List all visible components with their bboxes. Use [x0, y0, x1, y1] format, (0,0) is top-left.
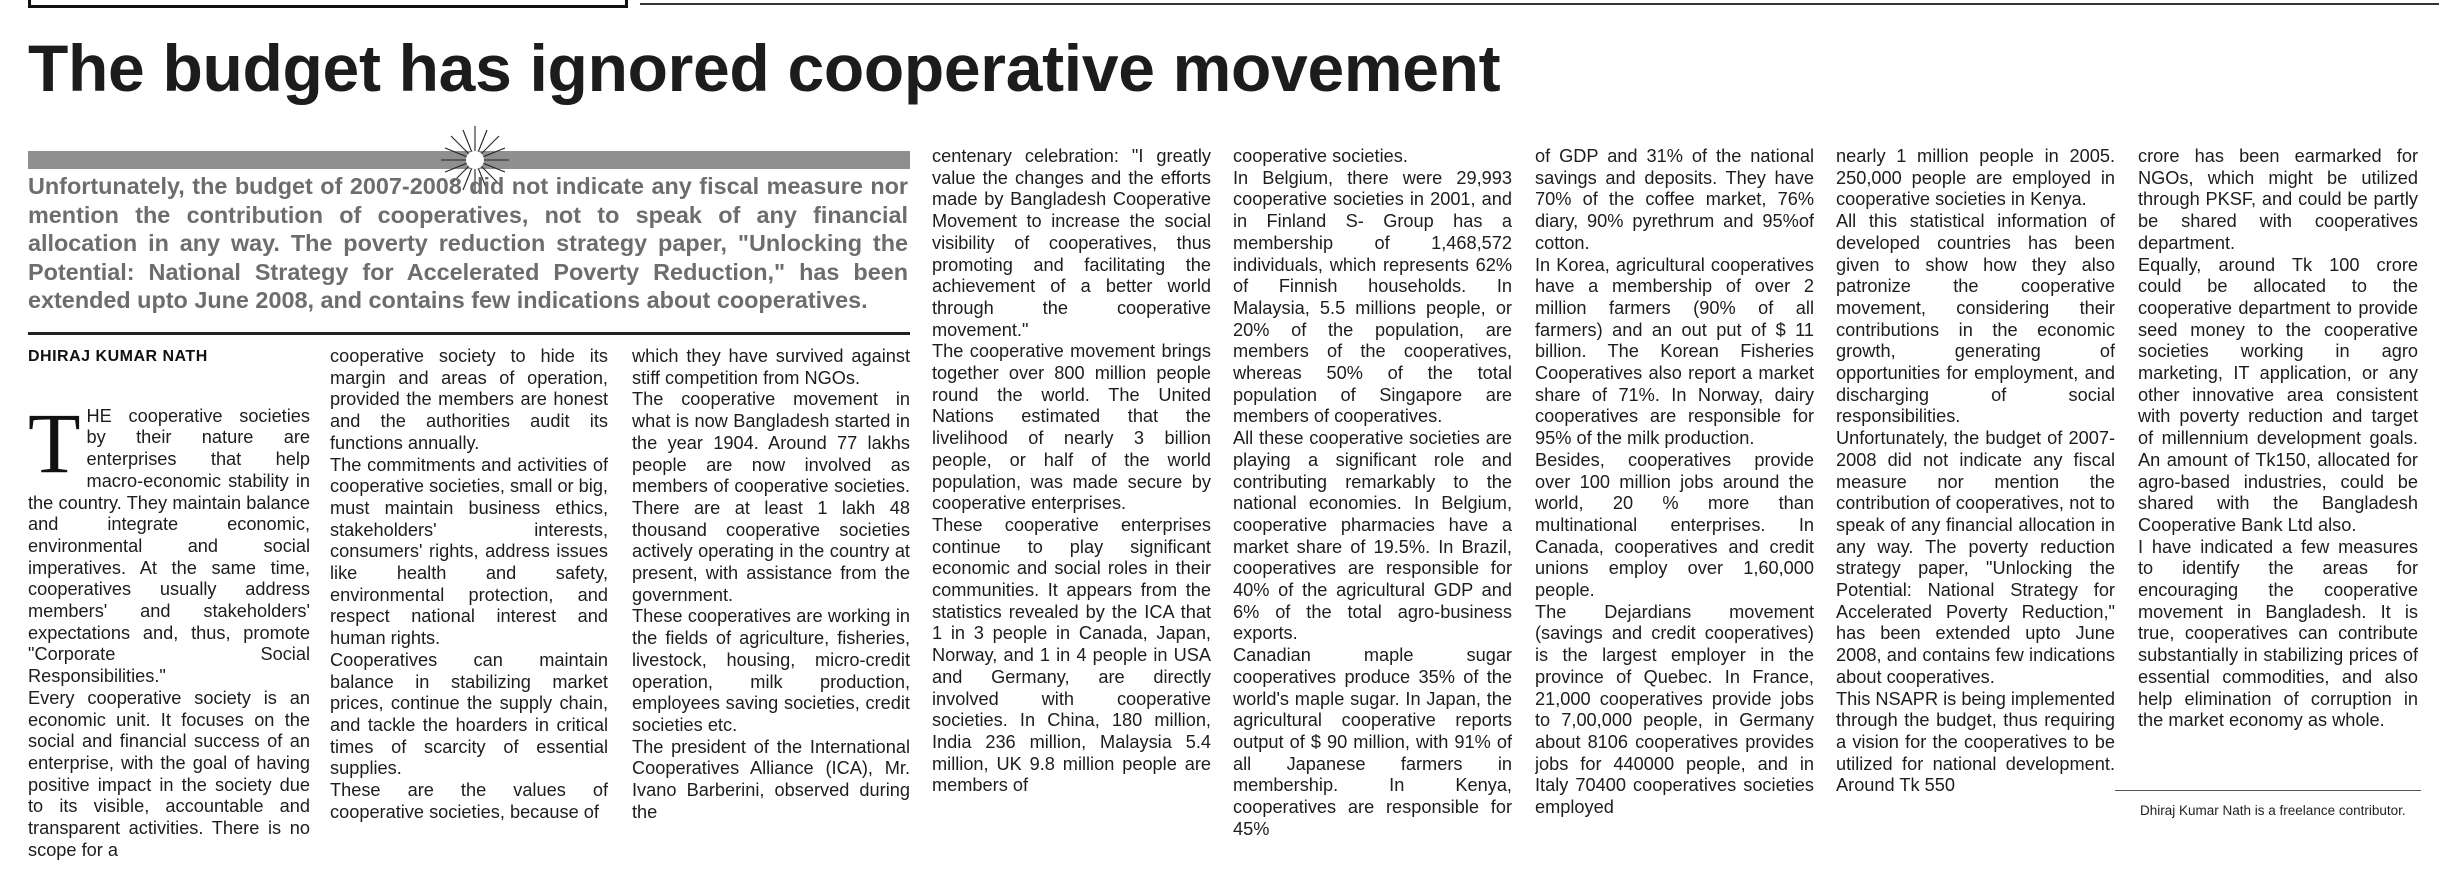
- article-column-2: cooperative society to hide its margin and areas of operation, provided the members are honest and the authorities audit its functions annually. The commitments and activities of cooperative societies, small or big, must maintain business ethics, stakeholders' interests, consumers' rights, address issues like health and safety, environmental protection, and respect national interest and human rights. Cooperatives can maintain balance in stabilizing market prices, continue the supply chain, and tackle the hoarders in critical times of scarcity of essential supplies. These are the values of cooperative societies, because of: [330, 346, 608, 822]
- top-rule: [640, 3, 2439, 5]
- article-column-6: of GDP and 31% of the national savings and deposits. They have 70% of the coffee market, 76% diary, 90% pyrethrum and 95%of cotton. In Korea, agricultural cooperatives have a membership of over 2 million farmers (90% of all farmers) and an out put of $ 11 billion. The Korean Fisheries Cooperatives also report a market share of 71%. In Norway, dairy cooperatives are responsible for 95% of the milk production. Besides, cooperatives provide over 100 million jobs around the world, 20 % more than multinational enterprises. In Canada, cooperatives and credit unions employ over 1,60,000 people. The Dejardians movement (savings and credit cooperatives) is the largest employer in the province of Quebec. In France, 21,000 cooperatives provide jobs to 7,00,000 people, in Germany about 8106 cooperatives provides jobs for 440000 people, and in Italy 70400 cooperatives societies employed: [1535, 146, 1814, 818]
- article-column-8: crore has been earmarked for NGOs, which might be utilized through PKSF, and could be partly be shared with cooperatives department. Equally, around Tk 100 crore could be allocated to the cooperative department to provide seed money to the cooperative societies working in agro marketing, IT application, or any other innovative area consistent with poverty reduction and target of millennium development goals. An amount of Tk150, allocated for agro-based industries, could be shared with the Bangladesh Cooperative Bank Ltd also. I have indicated a few measures to identify the areas for encouraging the cooperative movement in Bangladesh. It is true, cooperatives can contribute substantially in stabilizing prices of essential commodities, and also help elimination of corruption in the market economy as whole.: [2138, 146, 2418, 731]
- byline: DHIRAJ KUMAR NATH: [28, 348, 208, 365]
- article-column-4: centenary celebration: "I greatly value the changes and the efforts made by Bangladesh Cooperative Movement to increase the social visibility of cooperatives, thus promoting and facilitating the achievement of a better world through the cooperative movement." The cooperative movement brings together over 800 million people round the world. The United Nations estimated that the livelihood of nearly 3 billion people, or half of the world population, was made secure by cooperative enterprises. These cooperative enterprises continue to play significant economic and social roles in their communities. It appears from the statistics revealed by the ICA that 1 in 3 people in Canada, Japan, Norway, and 1 in 4 people in USA and Germany, are directly involved with cooperative societies. In China, 180 million, India 236 million, Malaysia 5.4 million, UK 9.8 million people are members of: [932, 146, 1211, 796]
- column-1-text: HE cooperative societies by their nature are enterprises that help macro-economic stability in the country. They maintain balance and integrate economic, environmental and social imperatives. At the same time, cooperatives usually address members' and stakeholders' expectations and, thus, promote "Corporate Social Responsibilities." Every cooperative society is an economic unit. It focuses on the social and financial success of an enterprise, with the goal of having positive impact in the society due to its visible, accountable and transparent activities. There is no scope for a: [28, 405, 310, 860]
- headline: The budget has ignored cooperative movement: [28, 31, 1501, 105]
- lead-paragraph: Unfortunately, the budget of 2007-2008 did not indicate any fiscal measure nor mention the contribution of cooperatives, not to speak of any financial allocation in any way. The poverty reduction strategy paper, "Unlocking the Potential: National Strategy for Accelerated Poverty Reduction," has been extended upto June 2008, and contains few indications about cooperatives.: [28, 173, 908, 314]
- drop-cap: T: [28, 394, 81, 491]
- top-frame-box: [28, 0, 628, 8]
- author-credit: Dhiraj Kumar Nath is a freelance contributor.: [2140, 803, 2406, 818]
- article-column-7: nearly 1 million people in 2005. 250,000 people are employed in cooperative societies in Kenya. All this statistical information of developed countries has been given to show how they also patronize the cooperative movement, considering their contributions in the economic growth, generating of opportunities for employment, and discharging of social responsibilities. Unfortunately, the budget of 2007-2008 did not indicate any fiscal measure nor mention the contribution of cooperatives, not to speak of any financial allocation in any way. The poverty reduction strategy paper, "Unlocking the Potential: National Strategy for Accelerated Poverty Reduction," has been extended upto June 2008, and contains few indications about cooperatives. This NSAPR is being implemented through the budget, thus requiring a vision for the cooperatives to be utilized for national development. Around Tk 550: [1836, 146, 2115, 796]
- lead-rule: [28, 332, 910, 335]
- credit-rule: [2115, 790, 2421, 791]
- article-column-3: which they have survived against stiff competition from NGOs. The cooperative movement in what is now Bangladesh started in the year 1904. Around 77 lakhs people are now involved as members of cooperative societies. There are at least 1 lakh 48 thousand cooperative societies actively operating in the country at present, with assistance from the government. These cooperatives are working in the fields of agriculture, fisheries, livestock, housing, micro-credit operation, milk production, employees saving societies, credit societies etc. The president of the International Cooperatives Alliance (ICA), Mr. Ivano Barberini, observed during the: [632, 346, 910, 822]
- article-column-1: [28, 384, 310, 874]
- article-column-5: cooperative societies. In Belgium, there were 29,993 cooperative societies in 2001, and in Finland S- Group has a membership of 1,468,572 individuals, which represents 62% of Finnish households. In Malaysia, 5.5 millions people, or 20% of the population, are members of the cooperatives, whereas 50% of the total population of Singapore are members of cooperatives. All these cooperative societies are playing a significant role and contributing remarkably to the national economies. In Belgium, cooperative pharmacies have a market share of 19.5%. In Brazil, cooperatives are responsible for 40% of the agricultural GDP and 6% of the total agro-business exports. Canadian maple sugar cooperatives produce 35% of the world's maple sugar. In Japan, the agricultural cooperative reports output of $ 90 million, with 91% of all Japanese farmers in membership. In Kenya, cooperatives are responsible for 45%: [1233, 146, 1512, 839]
